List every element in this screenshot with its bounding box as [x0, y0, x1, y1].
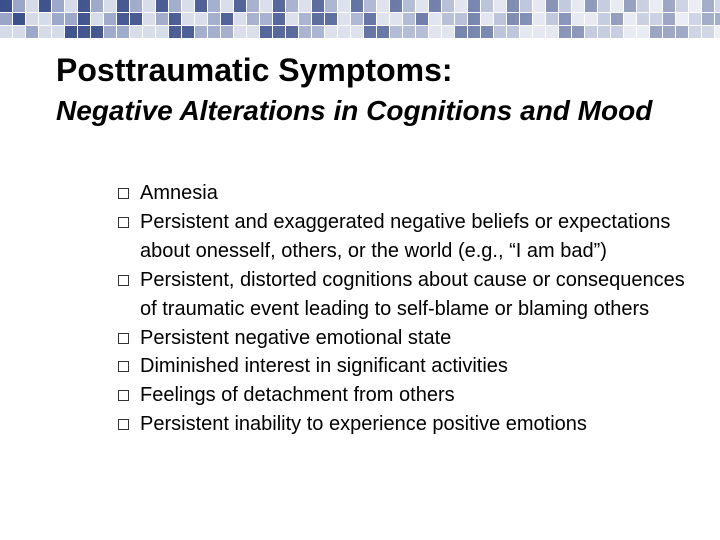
bullet-text: Amnesia [140, 182, 218, 204]
slide-subtitle: Negative Alterations in Cognitions and Mood [56, 95, 653, 126]
bullet-text: Persistent and exaggerated negative beliefs or expectations about onesself, others, or the world (e.g., “I am bad”) [140, 210, 671, 262]
square-bullet-icon [118, 188, 129, 199]
square-bullet-icon [118, 390, 129, 401]
square-bullet-icon [118, 361, 129, 372]
bullet-item [118, 324, 698, 353]
bullet-item [118, 352, 698, 381]
bullet-text: Persistent inability to experience positive emotions [140, 413, 587, 436]
square-bullet-icon [118, 419, 129, 430]
decorative-checker-band [0, 0, 720, 40]
bullet-item [118, 179, 698, 208]
bullet-text: Feelings of detachment from others [140, 384, 455, 407]
square-bullet-icon [118, 217, 129, 228]
square-bullet-icon [118, 275, 129, 286]
bullet-text: Diminished interest in significant activities [140, 355, 508, 378]
slide-title: Posttraumatic Symptoms: [56, 52, 453, 88]
bullet-item [118, 410, 698, 439]
bullet-item [118, 381, 698, 410]
bullet-text: Persistent negative emotional state [140, 326, 452, 349]
bullet-item [118, 266, 698, 324]
bullet-text: Persistent, distorted cognitions about cause or consequences of traumatic event leading to self-blame or blaming others [140, 268, 685, 320]
bullet-list [118, 179, 698, 439]
bullet-item [118, 208, 698, 266]
square-bullet-icon [118, 333, 129, 344]
